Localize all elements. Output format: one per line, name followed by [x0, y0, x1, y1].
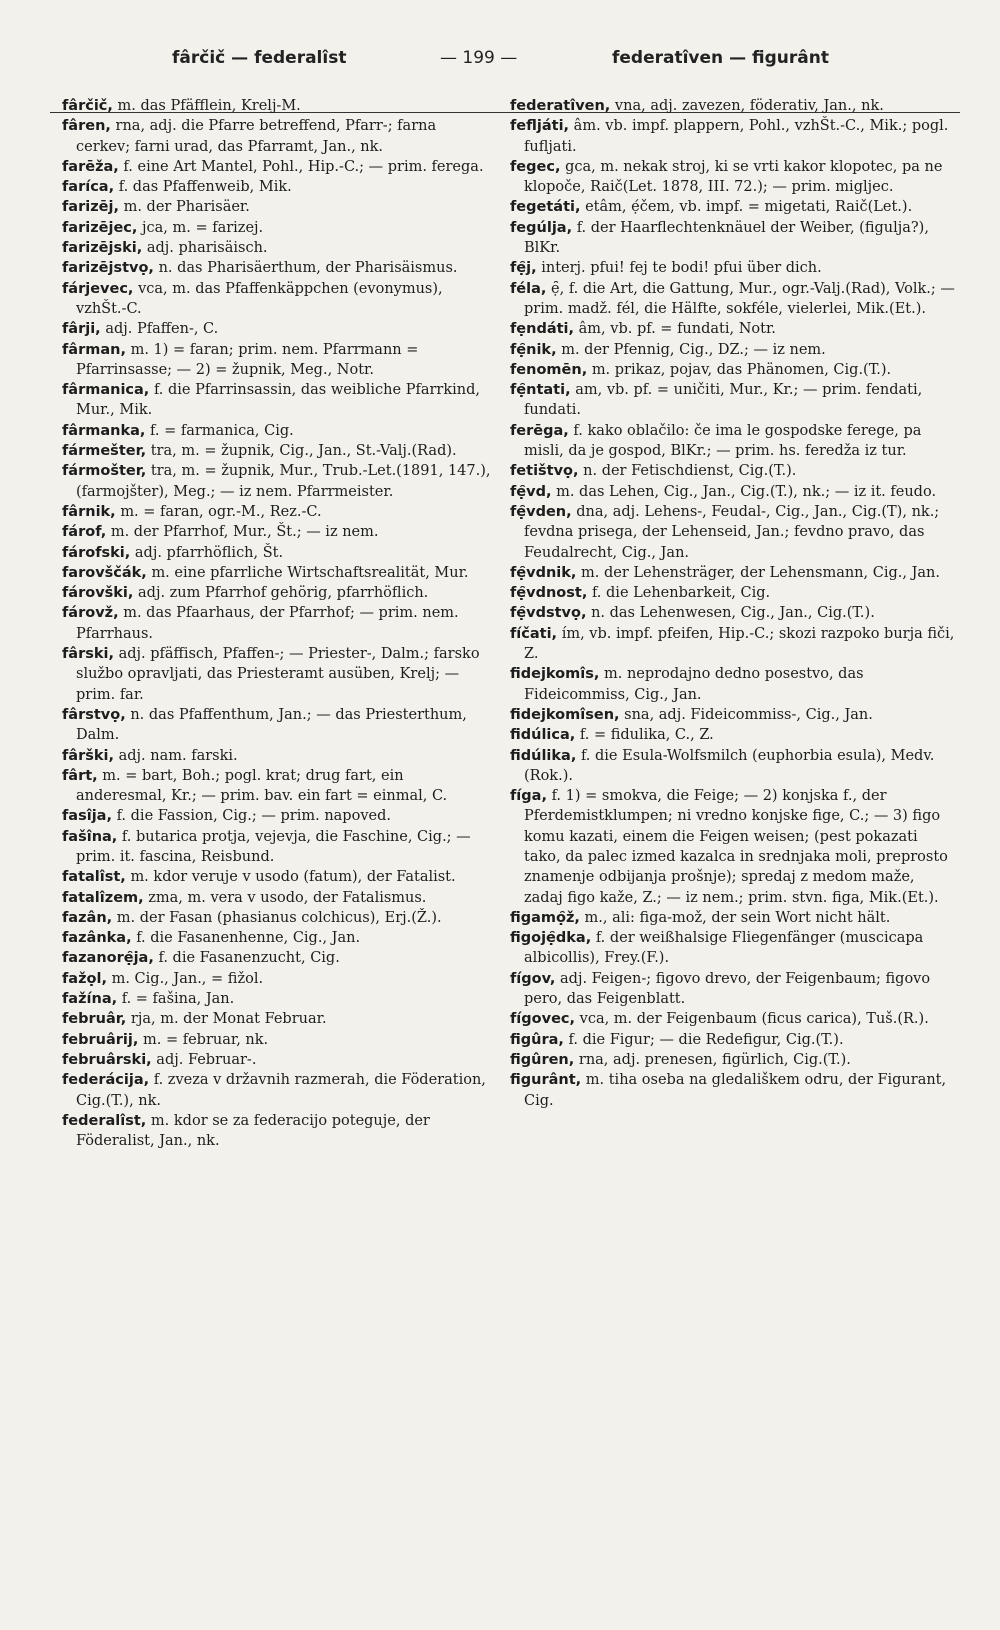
entry-headword: fatalîst, — [62, 869, 126, 886]
dictionary-entry — [62, 746, 492, 766]
entry-headword: fíčati, — [510, 625, 558, 642]
entry-headword: fefljáti, — [510, 118, 570, 135]
dictionary-entry — [62, 888, 492, 908]
dictionary-entry — [62, 1111, 492, 1152]
entry-definition: f. die Lehenbarkeit, Cig. — [591, 585, 771, 602]
entry-headword: fazanorẹ̑ja, — [62, 950, 154, 967]
entry-headword: fârčič, — [62, 98, 113, 114]
right-column — [510, 96, 955, 1590]
entry-headword: ferēga, — [510, 422, 569, 439]
entry-definition: m. der Pharisäer. — [123, 199, 250, 216]
entry-definition: m. 1) = faran; prim. nem. Pfarrmann = Pfarrinsasse; — 2) = župnik, Meg., Notr. — [76, 341, 419, 378]
entry-definition: gca, m. nekak stroj, ki se vrti kakor klopotec, pa ne klopoče, Raič(Let. 1878, III. 72.); — prim. migljec. — [524, 158, 943, 196]
dictionary-entry — [510, 116, 955, 157]
dictionary-entry — [62, 258, 492, 278]
dictionary-entry — [510, 421, 955, 462]
entry-definition: rna, adj. prenesen, figürlich, Cig.(T.). — [578, 1051, 851, 1068]
entry-definition: m. = faran, ogr.-M., Rez.-C. — [120, 503, 322, 520]
entry-definition: adj. Pfaffen-, C. — [105, 321, 219, 338]
entry-headword: farizēj, — [62, 199, 119, 216]
left-column — [62, 96, 492, 1590]
entry-headword: fẹ̑vdstvọ, — [510, 605, 587, 622]
entry-headword: fidúlika, — [510, 747, 577, 764]
dictionary-entry — [510, 279, 955, 320]
entry-headword: figurânt, — [510, 1072, 582, 1089]
dictionary-entry — [510, 603, 955, 623]
entry-definition: m. der Pfennig, Cig., DZ.; — iz nem. — [561, 341, 826, 358]
dictionary-entry — [62, 1050, 492, 1070]
entry-definition: n. der Fetischdienst, Cig.(T.). — [583, 463, 797, 480]
dictionary-entry — [510, 1050, 955, 1070]
entry-definition: rna, adj. die Pfarre betreffend, Pfarr-; farna cerkev; farni urad, das Pfarramt, Jan., nk. — [76, 118, 437, 155]
dictionary-entry — [62, 1030, 492, 1050]
entry-definition: f. = fidulika, C., Z. — [579, 727, 714, 744]
entry-definition: m. = bart, Boh.; pogl. krat; drug fart, ein anderesmal, Kr.; — prim. bav. ein fart = einmal, C. — [76, 767, 448, 805]
entry-headword: fígovec, — [510, 1011, 576, 1028]
entry-headword: figûren, — [510, 1051, 575, 1068]
entry-headword: fárovž, — [62, 605, 119, 622]
entry-headword: fazân, — [62, 909, 113, 926]
dictionary-entry — [62, 522, 492, 542]
dictionary-entry — [510, 705, 955, 725]
entry-definition: vna, adj. zavezen, föderativ, Jan., nk. — [614, 98, 884, 114]
entry-definition: tra, m. = župnik, Mur., Trub.-Let.(1891, 147.), (farmojšter), Meg.; — iz nem. Pfarrmeister. — [76, 463, 491, 500]
entry-headword: februâr, — [62, 1011, 127, 1028]
entry-definition: f. 1) = smokva, die Feige; — 2) konjska f., der Pferdemistklumpen; ni vredno konjske fige, C.; — 3) figo komu kazati, einem die Feigen weisen; (pest pokazati tako, da palec izmed kazalca in srednjaka moli, preprosto znamenje odbijanja prošnje); spredaj z medom maže, zadaj figo kaže, Z.; — iz nem.; prim. stvn. figa, Mik.(Et.). — [524, 788, 948, 906]
entry-headword: fazânka, — [62, 930, 132, 947]
entry-definition: m. kdor veruje v usodo (fatum), der Fatalist. — [130, 869, 456, 886]
entry-headword: fíga, — [510, 788, 547, 805]
entry-definition: f. der weißhalsige Fliegenfänger (muscicapa albicollis), Frey.(F.). — [524, 930, 924, 967]
entry-definition: m. der Fasan (phasianus colchicus), Erj.(Ž.). — [116, 909, 442, 926]
entry-headword: fažína, — [62, 991, 118, 1008]
dictionary-entry — [510, 624, 955, 665]
dictionary-entry — [62, 340, 492, 381]
entry-definition: m. tiha oseba na gledališkem odru, der Figurant, Cig. — [524, 1072, 947, 1109]
dictionary-entry — [510, 664, 955, 705]
entry-headword: fármošter, — [62, 463, 147, 480]
entry-definition: adj. pfäffisch, Pfaffen-; — Priester-, Dalm.; farsko službo opravljati, das Priesteramt ausüben, Krelj; — prim. far. — [76, 646, 480, 703]
entry-definition: âm. vb. impf. plappern, Pohl., vzhŠt.-C., Mik.; pogl. fufljati. — [524, 118, 949, 155]
entry-definition: m. das Lehen, Cig., Jan., Cig.(T.), nk.; — iz it. feudo. — [556, 483, 937, 500]
entry-headword: fegec, — [510, 158, 561, 175]
dictionary-entry — [62, 969, 492, 989]
entry-definition: f. zveza v državnih razmerah, die Föderation, Cig.(T.), nk. — [76, 1072, 486, 1109]
dictionary-entry — [510, 563, 955, 583]
entry-headword: fârmanka, — [62, 422, 146, 439]
entry-headword: fasîja, — [62, 808, 112, 825]
entry-definition: m. der Lehensträger, der Lehensmann, Cig., Jan. — [581, 564, 940, 581]
entry-headword: figamọ̑ž, — [510, 909, 580, 926]
entry-headword: fârški, — [62, 747, 114, 764]
entry-headword: fârski, — [62, 646, 114, 663]
entry-definition: vca, m. das Pfaffenkäppchen (evonymus), vzhŠt.-C. — [76, 280, 443, 317]
entry-headword: fârt, — [62, 767, 98, 784]
entry-definition: vca, m. der Feigenbaum (ficus carica), Tuš.(R.). — [579, 1011, 929, 1028]
entry-headword: fârmanica, — [62, 382, 150, 399]
dictionary-entry — [62, 867, 492, 887]
entry-headword: fẹ̑ntati, — [510, 382, 571, 399]
entry-definition: n. das Pfaffenthum, Jan.; — das Priesterthum, Dalm. — [76, 706, 467, 744]
entry-headword: fẹndáti, — [510, 321, 575, 338]
entry-definition: interj. pfui! fej te bodi! pfui über dich. — [541, 260, 822, 277]
entry-headword: fârman, — [62, 341, 126, 358]
dictionary-entry — [62, 563, 492, 583]
entry-definition: m. Cig., Jan., = fižol. — [111, 970, 264, 987]
dictionary-entry — [510, 461, 955, 481]
entry-definition: am, vb. pf. = uničiti, Mur., Kr.; — prim. fendati, fundati. — [524, 382, 923, 419]
dictionary-entry — [62, 502, 492, 522]
entry-headword: féla, — [510, 280, 547, 297]
dictionary-entry — [62, 583, 492, 603]
dictionary-entry — [62, 116, 492, 157]
entry-definition: f. die Fassion, Cig.; — prim. napoved. — [116, 808, 391, 825]
entry-definition: f. die Fasanenhenne, Cig., Jan. — [136, 930, 361, 947]
entry-definition: n. das Pharisäerthum, der Pharisäismus. — [158, 260, 458, 277]
dictionary-entry — [62, 421, 492, 441]
dictionary-entry — [62, 1009, 492, 1029]
dictionary-entry — [62, 177, 492, 197]
entry-headword: fažọl, — [62, 970, 107, 987]
header-left-guideword: fârčič — federalîst — [172, 48, 347, 68]
entry-definition: m. kdor se za federacijo poteguje, der Föderalist, Jan., nk. — [76, 1112, 430, 1150]
dictionary-entry — [62, 96, 492, 116]
entry-headword: farovščák, — [62, 564, 147, 581]
dictionary-entry — [62, 279, 492, 320]
entry-definition: n. das Lehenwesen, Cig., Jan., Cig.(T.). — [591, 605, 875, 622]
entry-headword: fárofski, — [62, 544, 131, 561]
dictionary-entry — [510, 786, 955, 908]
entry-headword: fatalîzem, — [62, 889, 144, 906]
entry-definition: ím, vb. impf. pfeifen, Hip.-C.; skozi razpoko burja fiči, Z. — [524, 625, 955, 663]
entry-definition: m. neprodajno dedno posestvo, das Fideicommiss, Cig., Jan. — [524, 666, 864, 703]
entry-headword: februârij, — [62, 1031, 139, 1048]
entry-definition: m. das Pfäfflein, Krelj-M. — [117, 98, 301, 114]
dictionary-entry — [62, 928, 492, 948]
dictionary-entry — [510, 1009, 955, 1029]
dictionary-entry — [510, 340, 955, 360]
entry-headword: federatîven, — [510, 98, 611, 114]
entry-definition: m. prikaz, pojav, das Phänomen, Cig.(T.). — [591, 361, 892, 378]
entry-headword: fẹ̑vdnost, — [510, 585, 588, 602]
entry-headword: fetištvọ, — [510, 463, 579, 480]
dictionary-entry — [62, 603, 492, 644]
dictionary-entry — [62, 157, 492, 177]
dictionary-entry — [510, 928, 955, 969]
header-right-guideword: federatîven — figurânt — [612, 48, 829, 68]
dictionary-entry — [62, 766, 492, 807]
dictionary-entry — [62, 441, 492, 461]
entry-headword: fígov, — [510, 970, 556, 987]
entry-definition: f. die Fasanenzucht, Cig. — [158, 950, 340, 967]
dictionary-entry — [510, 218, 955, 259]
entry-definition: adj. nam. farski. — [118, 747, 238, 764]
dictionary-entry — [510, 197, 955, 217]
entry-headword: farizējski, — [62, 240, 143, 257]
dictionary-entry — [62, 644, 492, 705]
dictionary-entry — [62, 319, 492, 339]
page-number: — 199 — — [440, 48, 518, 68]
entry-headword: figûra, — [510, 1031, 564, 1048]
dictionary-entry — [62, 948, 492, 968]
entry-definition: f. die Esula-Wolfsmilch (euphorbia esula), Medv.(Rok.). — [524, 747, 935, 784]
entry-definition: sna, adj. Fideicommiss-, Cig., Jan. — [624, 706, 873, 723]
dictionary-entry — [62, 218, 492, 238]
entry-headword: farizējec, — [62, 219, 138, 236]
entry-headword: februârski, — [62, 1051, 152, 1068]
entry-headword: fẹ̑vden, — [510, 503, 572, 520]
dictionary-entry — [510, 746, 955, 787]
entry-definition: etâm, ẹ́čem, vb. impf. = migetati, Raič(Let.). — [585, 199, 913, 216]
entry-definition: m. das Pfaarhaus, der Pfarrhof; — prim. nem. Pfarrhaus. — [76, 605, 459, 642]
dictionary-entry — [62, 543, 492, 563]
entry-definition: jca, m. = farizej. — [142, 219, 264, 236]
dictionary-entry — [510, 360, 955, 380]
entry-headword: fârji, — [62, 321, 101, 338]
dictionary-entry — [62, 705, 492, 746]
dictionary-entry — [510, 1070, 955, 1111]
entry-headword: fárjevec, — [62, 280, 134, 297]
entry-definition: f. butarica protja, vejevja, die Faschine, Cig.; — prim. it. fascina, Reisbund. — [76, 828, 471, 865]
entry-headword: fidejkomîs, — [510, 666, 600, 683]
dictionary-entry — [62, 806, 492, 826]
entry-definition: adj. pharisäisch. — [146, 240, 268, 257]
page-header — [0, 40, 1000, 80]
dictionary-entry — [62, 1070, 492, 1111]
entry-headword: fẹ̑nik, — [510, 341, 557, 358]
entry-definition: dna, adj. Lehens-, Feudal-, Cig., Jan., Cig.(T), nk.; fevdna prisega, der Lehenseid, Jan.; fevdno pravo, das Feudalrecht, Cig., Jan. — [524, 503, 940, 561]
entry-headword: fárof, — [62, 524, 107, 541]
entry-definition: f. die Pfarrinsassin, das weibliche Pfarrkind, Mur., Mik. — [76, 382, 480, 419]
entry-headword: fenomēn, — [510, 361, 588, 378]
entry-headword: federalîst, — [62, 1112, 147, 1129]
dictionary-entry — [62, 989, 492, 1009]
entry-headword: figojẹ̑dka, — [510, 930, 592, 947]
entry-definition: m. = februar, nk. — [143, 1031, 269, 1048]
entry-headword: fâren, — [62, 118, 111, 135]
entry-headword: fegetáti, — [510, 199, 581, 216]
dictionary-entry — [510, 380, 955, 421]
dictionary-entry — [510, 725, 955, 745]
entry-definition: rja, m. der Monat Februar. — [130, 1011, 327, 1028]
dictionary-entry — [62, 908, 492, 928]
dictionary-entry — [510, 157, 955, 198]
dictionary-entry — [510, 969, 955, 1010]
entry-headword: fármešter, — [62, 443, 147, 460]
entry-headword: fẹ̑j, — [510, 260, 537, 277]
entry-headword: federácija, — [62, 1072, 150, 1089]
entry-headword: faríca, — [62, 179, 115, 196]
entry-headword: farizējstvọ, — [62, 260, 154, 277]
entry-definition: f. = farmanica, Cig. — [150, 422, 294, 439]
entry-definition: f. = fašina, Jan. — [121, 991, 235, 1008]
dictionary-entry — [510, 482, 955, 502]
dictionary-entry — [62, 827, 492, 868]
dictionary-entry — [510, 583, 955, 603]
entry-headword: fašîna, — [62, 828, 118, 845]
entry-definition: f. kako oblačilo: če ima le gospodske ferege, pa misli, da je gospod, BlKr.; — prim. hs. feredža iz tur. — [524, 422, 922, 460]
entry-definition: âm, vb. pf. = fundati, Notr. — [578, 321, 776, 338]
entry-definition: f. das Pfaffenweib, Mik. — [118, 179, 292, 196]
dictionary-entry — [62, 380, 492, 421]
entry-definition: ẹ̑, f. die Art, die Gattung, Mur., ogr.-Valj.(Rad), Volk.; — prim. madž. fél, die Hälfte, sokféle, vielerlei, Mik.(Et.). — [524, 280, 955, 317]
entry-definition: m. der Pfarrhof, Mur., Št.; — iz nem. — [110, 524, 379, 541]
entry-headword: fidejkomîsen, — [510, 706, 620, 723]
dictionary-entry — [510, 96, 955, 116]
entry-headword: fẹ̑vdnik, — [510, 564, 577, 581]
entry-definition: adj. Februar-. — [156, 1051, 257, 1068]
dictionary-entry — [510, 319, 955, 339]
entry-headword: fârstvọ, — [62, 706, 126, 723]
entry-definition: adj. pfarrhöflich, Št. — [134, 544, 284, 561]
entry-definition: m., ali: figa-mož, der sein Wort nicht hält. — [584, 909, 891, 926]
dictionary-entry — [62, 238, 492, 258]
entry-definition: adj. Feigen-; figovo drevo, der Feigenbaum; figovo pero, das Feigenblatt. — [524, 970, 931, 1008]
entry-definition: m. eine pfarrliche Wirtschaftsrealität, Mur. — [151, 564, 469, 581]
dictionary-entry — [62, 197, 492, 217]
entry-headword: fegúlja, — [510, 219, 573, 236]
entry-headword: fidúlica, — [510, 727, 576, 744]
entry-definition: f. eine Art Mantel, Pohl., Hip.-C.; — prim. ferega. — [123, 158, 484, 175]
dictionary-entry — [510, 908, 955, 928]
entry-definition: zma, m. vera v usodo, der Fatalismus. — [148, 889, 427, 906]
entry-definition: adj. zum Pfarrhof gehörig, pfarrhöflich. — [138, 585, 429, 602]
entry-definition: f. der Haarflechtenknäuel der Weiber, (figulja?), BlKr. — [524, 219, 929, 257]
entry-headword: fârnik, — [62, 503, 116, 520]
dictionary-entry — [510, 502, 955, 563]
entry-definition: f. die Figur; — die Redefigur, Cig.(T.). — [568, 1031, 844, 1048]
entry-headword: fẹ̑vd, — [510, 483, 552, 500]
entry-headword: fárovški, — [62, 585, 134, 602]
entry-headword: farēža, — [62, 158, 119, 175]
dictionary-entry — [510, 1030, 955, 1050]
dictionary-entry — [510, 258, 955, 278]
dictionary-entry — [62, 461, 492, 502]
entry-definition: tra, m. = župnik, Cig., Jan., St.-Valj.(Rad). — [150, 443, 457, 460]
